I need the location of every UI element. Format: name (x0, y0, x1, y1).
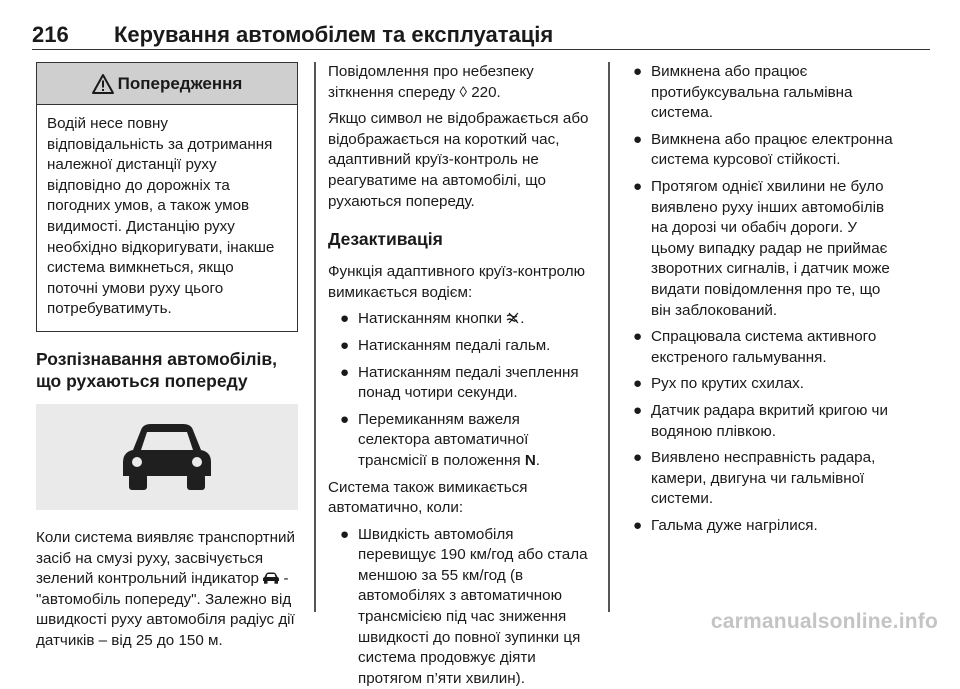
warning-header (37, 63, 297, 105)
section-heading-deactivation: Дезактивація (328, 229, 443, 250)
cruise-cancel-icon (506, 312, 520, 324)
auto-deactivation-intro: Система також вимикається автоматично, коли: (328, 478, 528, 517)
car-front-icon (119, 422, 215, 492)
section-heading-vehicle-detection: Розпізнавання автомобілів, що рухаються попереду (36, 348, 278, 391)
list-item: ● Натисканням педалі зчеплення понад чотири секунди. (340, 363, 579, 402)
list-item: ● Датчик радара вкритий кригою чи водяною плівкою. (633, 401, 888, 440)
list-item: ● Вимкнена або працює електронна система курсової стійкості. (633, 130, 893, 169)
vehicle-detection-text: Коли система виявляє транспортний засіб на смузі руху, засвічується зелений контрольний індикатор - "автомобіль попереду". Залежно від швидкості руху автомобіля радіус дії датчиків – від 25 до 150 м. (36, 528, 296, 649)
column-right (625, 62, 895, 536)
gear-position-letter: N (524, 451, 536, 469)
auto-deactivation-list (328, 525, 590, 689)
page-number: 216 (32, 22, 69, 47)
list-item: ● Гальма дуже нагрілися. (633, 516, 818, 534)
vehicle-ahead-illustration (36, 404, 298, 510)
column-left (36, 62, 298, 652)
column-middle (328, 62, 590, 689)
warning-box (36, 62, 298, 332)
car-indicator-icon (263, 572, 279, 584)
list-item: ● Виявлено несправність радара, камери, двигуна чи гальмівної системи. (633, 449, 876, 508)
list-item: ● Рух по крутих схилах. (633, 375, 804, 393)
column-divider (314, 62, 316, 612)
list-item: ● Натисканням кнопки . (340, 310, 525, 328)
auto-deactivation-list-continued (625, 62, 895, 536)
warning-title: Попередження (117, 73, 243, 93)
page-header (32, 14, 930, 50)
column-divider (608, 62, 610, 612)
list-item: ● Швидкість автомобіля перевищує 190 км/год або стала меншою за 55 км/год (в автомобілях з автоматичною трансмісією під час зниження швидкості до повної зупинки ця система продовжує діяти протягом п’яти хвилин). (340, 525, 588, 687)
symbol-note: Якщо символ не відображається або відображається на короткий час, адаптивний круїз-контроль не реагуватиме на автомобілі, що рухаються попереду. (328, 110, 589, 210)
driver-deactivation-list (328, 309, 590, 471)
warning-text: Водій несе повну відповідальність за дотримання належної дистанції руху відповідно до дорожніх та погодних умов, а також умов видимості. Дистанцію руху необхідно відкоригувати, інакше система вимкнеться, якщо поточні умови руху цього потребуватимуть. (47, 115, 275, 318)
collision-warning-reference: Повідомлення про небезпеку зіткнення спереду ◊ 220. (328, 63, 534, 101)
list-item: ● Спрацювала система активного екстреного гальмування. (633, 328, 877, 366)
page-title: Керування автомобілем та експлуатація (114, 22, 554, 47)
watermark: carmanualsonline.info (710, 610, 938, 633)
list-item: ● Вимкнена або працює протибуксувальна гальмівна система. (633, 63, 853, 122)
list-item: ● Натисканням педалі гальм. (340, 336, 551, 354)
warning-triangle-icon (92, 74, 114, 94)
list-item: ● Перемиканням важеля селектора автоматичної трансмісії в положення N. (340, 410, 541, 469)
deactivation-intro: Функція адаптивного круїз-контролю вимикається водієм: (328, 263, 586, 301)
list-item: ● Протягом однієї хвилини не було виявлено руху інших автомобілів на дорозі чи обабіч дороги. У цьому випадку радар не приймає зворотних сигналів, і датчик може видати повідомлення про те, що він заблокований. (633, 177, 890, 319)
